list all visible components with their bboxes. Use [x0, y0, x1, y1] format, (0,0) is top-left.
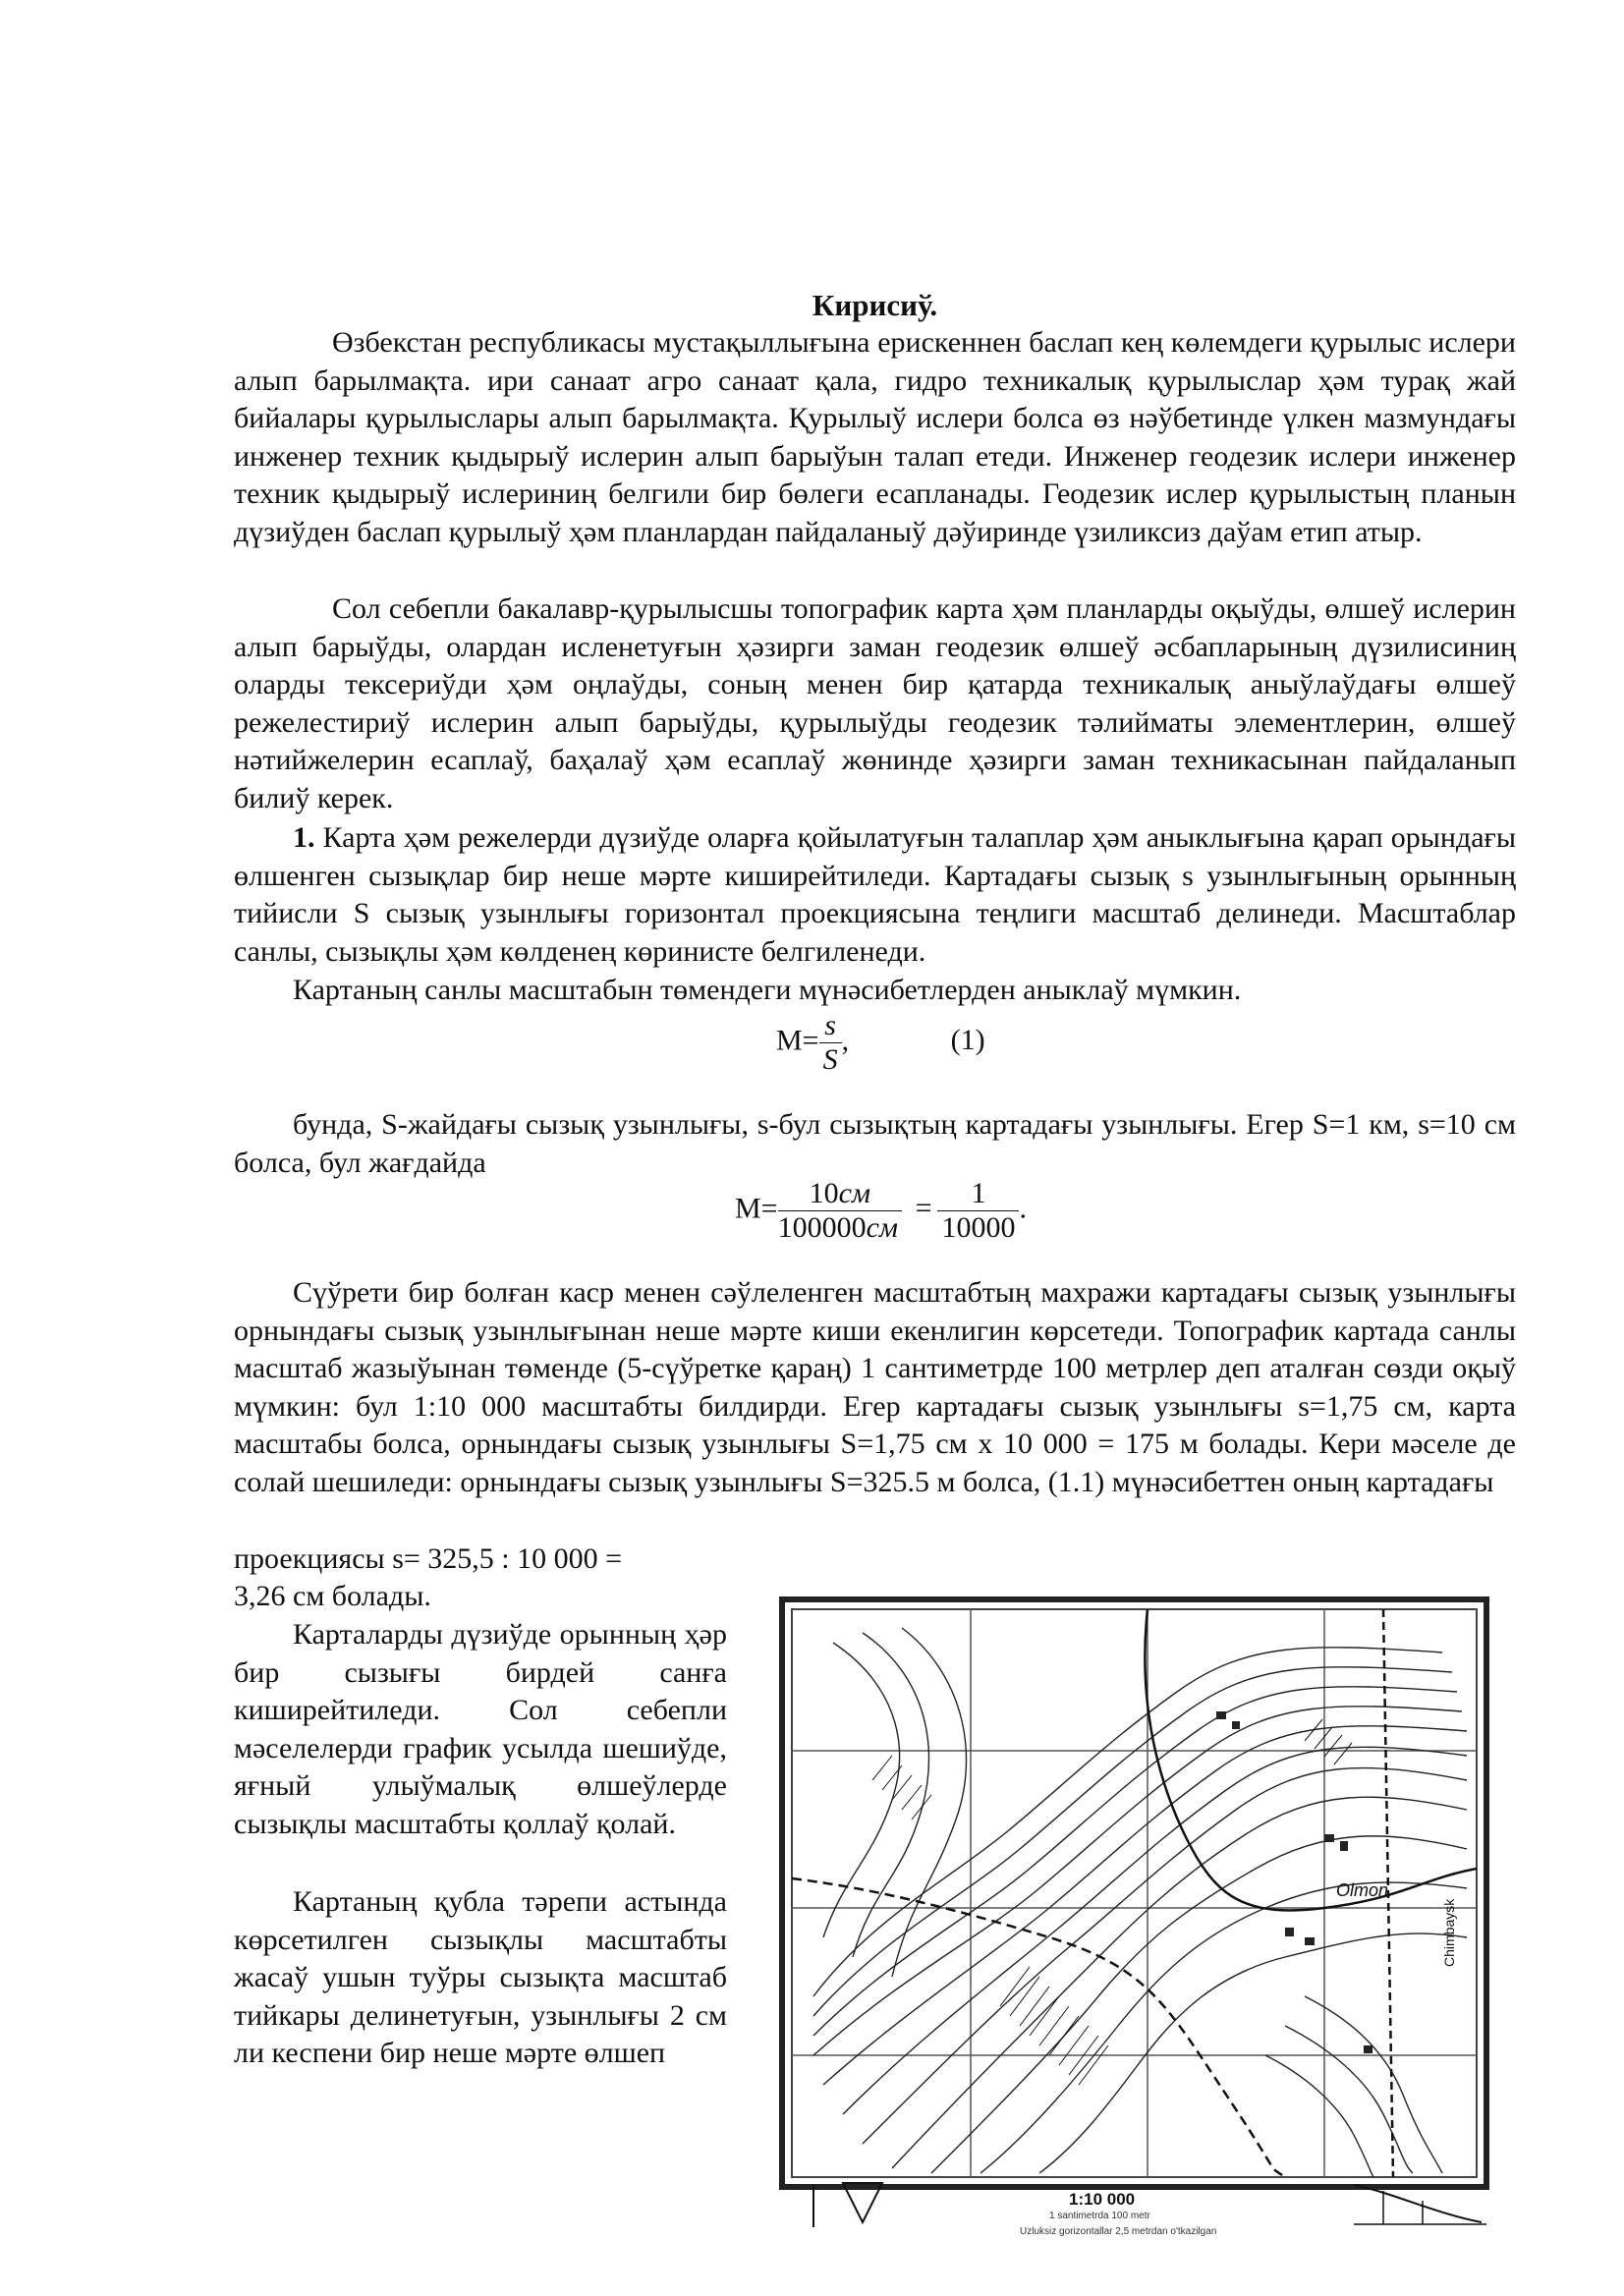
page-title: Кирисиў.	[812, 288, 938, 322]
formula-2-numerator-2: 1	[971, 1177, 986, 1209]
formula-1-denominator: S	[819, 1042, 842, 1077]
formula-2-numerator-1: 10см	[809, 1177, 871, 1209]
formula-2-fraction-1	[778, 1177, 902, 1245]
paragraph-reason: Сол себепли бакалавр-қурылысшы топографик карта ҳәм планларды оқыўды, өлшеў ислерин алып барыўды, олардан исленетуғын ҳәзирги заман геодезик өлшеў әсбапларының дүзилисиниң оларды тексериўди ҳәм оңлаўды, соның менен бир қатарда техникалық аныўлаўдағы өлшеў режелестириў ислерин алып барыўды, қурылыўды геодезик тәлийматы элементлерин, өлшеў нәтийжелерин есаплаў, баҳалаў ҳәм есаплаў жөнинде ҳәзирги заман техникасынан пайдаланып билиў керек.	[234, 592, 1516, 814]
formula-2-tail: .	[1019, 1192, 1027, 1225]
formula-2	[735, 1177, 1027, 1245]
paragraph-linear-scale: Картаның қубла тәрепи астында көрсетилген сызықлы масштабты жасаў ушын туўры сызықта масштаб тийкары делинетуғын, узынлығы 2 см ли кеспени бир неше мәрте өлшеп	[234, 1885, 727, 2070]
formula-1	[776, 1009, 985, 1077]
paragraph-graphic-scale: Карталарды дүзиўде орынның ҳәр бир сызығы бирдей санға киширейтиледи. Сол себепли мәселелерди график усылда шешиўде, яғный улыўмалық өлшеўлерде сызықлы масштабты қоллаў қолай.	[234, 1618, 727, 1840]
formula-2-denominator-2: 10000	[937, 1210, 1019, 1245]
formula-2-lhs: M=	[735, 1192, 778, 1225]
formula-1-lhs: M=	[776, 1024, 819, 1057]
map-label-place: Olmon	[1336, 1880, 1389, 1900]
formula-1-tail: ,	[841, 1024, 850, 1057]
section-number: 1.	[293, 821, 315, 854]
formula-2-equals: =	[915, 1192, 932, 1225]
paragraph-projection-line: проекциясы s= 325,5 : 10 000 =	[234, 1542, 623, 1575]
map-scale-label: 1:10 000	[1069, 2190, 1136, 2209]
paragraph-scale-definition-text: Карта ҳәм режелерди дүзиўде оларға қойылатуғын талаплар ҳәм аныклығына қарап орындағы өлшенген сызықлар бир неше мәрте киширейтиледи. Картадағы сызық s узынлығының орынның тийисли S сызық узынлығы горизонтал проекциясына теңлиги масштаб делинеди. Масштаблар санлы, сызықлы ҳәм көлденең көринисте белгиленеди.	[234, 821, 1516, 968]
paragraph-where: бунда, S-жайдағы сызық узынлығы, s-бул сызықтың картадағы узынлығы. Егер S=1 км, s=10 см болса, бул жағдайда	[234, 1108, 1516, 1179]
paragraph-scale-definition	[234, 819, 1516, 971]
paragraph-numeric-scale: Картаның санлы масштабын төмендеги мүнәсибетлерден аныклаў мүмкин.	[293, 974, 1242, 1006]
formula-1-numerator: s	[824, 1009, 836, 1041]
map-label-road: Chimbaysk	[1441, 1898, 1457, 1967]
paragraph-projection-result: 3,26 см болады.	[234, 1580, 431, 1612]
paragraph-fraction-meaning: Сүўрети бир болған каср менен сәўлеленген масштабтың махражи картадағы сызық узынлығы орнындағы сызық узынлығынан неше мәрте киши екенлигин көрсетеди. Топографик картада санлы масштаб жазыўынан төменде (5-сүўретке қараң) 1 сантиметрде 100 метрлер деп аталған сөзди оқыў мүмкин: бул 1:10 000 масштабты билдирди. Егер картадағы сызық узынлығы s=1,75 см, карта масштабы болса, орнындағы сызық узынлығы S=1,75 см х 10 000 = 175 м болады. Кери мәселе де солай шешиледи: орнындағы сызық узынлығы S=325.5 м болса, (1.1) мүнәсибеттен оның картадағы	[234, 1276, 1516, 1498]
map-contour-note: Uzluksiz gorizontallar 2,5 metrdan o'tkazilgan	[1020, 2226, 1217, 2237]
paragraph-intro: Өзбекстан республикасы мустақыллығына ерискеннен баслап кең көлемдеги қурылыс ислери алып барылмақта. ири санаат агро санаат қала, гидро техникалық қурылыслар ҳәм турақ жай бийалары қурылыслары алып барылмақта. Қурылыў ислери болса өз нәўбетинде үлкен мазмундағы инженер техник қыдырыў ислерин алып барыўын талап етеди. Инженер геодезик ислери инженер техник қыдырыў ислериниң белгили бир бөлеги есапланады. Геодезик ислер қурылыстың планын дүзиўден баслап қурылыў ҳәм планлардан пайдаланыў дәўиринде үзиликсиз даўам етип атыр.	[234, 326, 1516, 548]
map-scale-note: 1 santimetrda 100 metr	[1049, 2211, 1150, 2221]
topographic-map-figure	[755, 1584, 1516, 2240]
formula-2-fraction-2	[937, 1177, 1019, 1245]
formula-1-fraction	[819, 1009, 842, 1077]
formula-2-denominator-1: 100000см	[778, 1210, 902, 1245]
formula-1-label: (1)	[950, 1024, 985, 1057]
